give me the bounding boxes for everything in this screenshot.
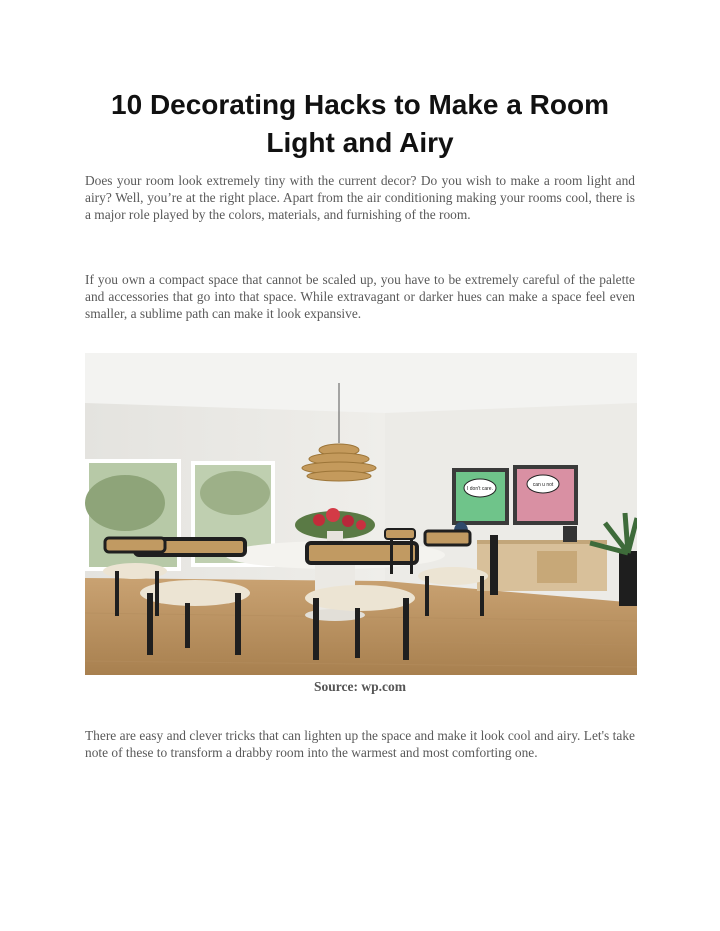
- poster-left-text: I don't care.: [467, 486, 493, 492]
- palette-paragraph: If you own a compact space that cannot be scaled up, you have to be extremely careful of the palette and accessories that go into that space. While extravagant or darker hues can make a space feel even smaller, a sublime path can make it look expansive.: [85, 272, 635, 321]
- page-title: [60, 86, 660, 162]
- sideboard-vase: [563, 526, 577, 542]
- poster-right-text: can u not: [532, 482, 554, 488]
- dining-room-photo: [85, 353, 637, 675]
- artwork-left: [452, 468, 509, 525]
- intro-paragraph: Does your room look extremely tiny with the current decor? Do you wish to make a room light and airy? Well, you’re at the right place. Apart from the air conditioning making your rooms cool, there is a major role played by the colors, materials, and furnishing of the room.: [85, 173, 635, 222]
- ceiling: [85, 353, 637, 413]
- artwork-right: [513, 465, 578, 525]
- image-caption: Source: wp.com: [314, 679, 406, 694]
- title-line-2: Light and Airy: [266, 127, 454, 158]
- tricks-paragraph: There are easy and clever tricks that can lighten up the space and make it look cool and airy. Let's take note of these to transform a drabby room into the warmest and most comforting one.: [85, 728, 635, 760]
- title-line-1: 10 Decorating Hacks to Make a Room: [111, 89, 609, 120]
